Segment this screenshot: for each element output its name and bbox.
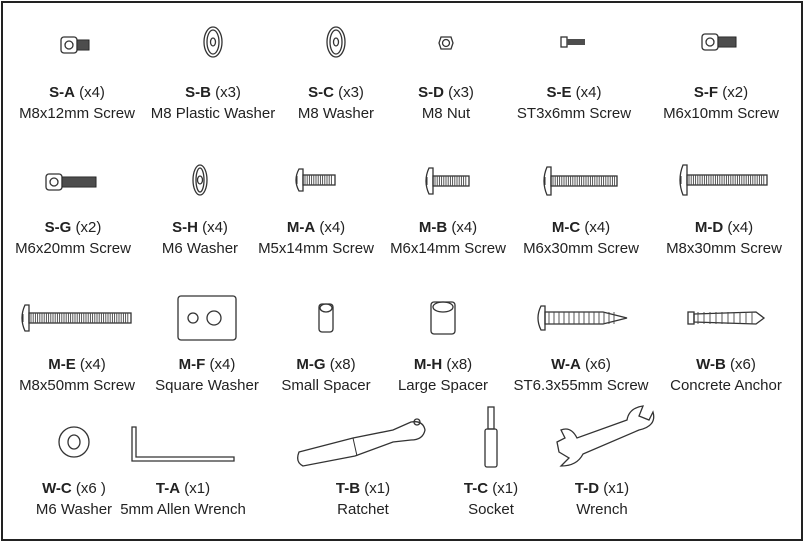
- part-code: T-B: [335, 480, 361, 497]
- part-code: W-B: [696, 356, 726, 373]
- wood-screw-icon: [506, 283, 656, 353]
- pan-screw-icon: [649, 145, 799, 215]
- part-name: M8x12mm Screw: [19, 105, 135, 122]
- part-code: S-H: [172, 219, 198, 236]
- part-code: S-C: [308, 84, 334, 101]
- part-code: M-G: [296, 356, 326, 373]
- part-name: M8 Washer: [297, 105, 375, 122]
- part-name: ST6.3x55mm Screw: [513, 377, 649, 394]
- part-name: M6x30mm Screw: [523, 240, 639, 257]
- part-name: Wrench: [576, 501, 628, 518]
- part-name: M8x50mm Screw: [19, 377, 135, 394]
- part-quantity: (x3): [448, 84, 474, 101]
- part-name: M8 Plastic Washer: [150, 105, 276, 122]
- part-name: M6x10mm Screw: [663, 105, 779, 122]
- part-quantity: (x3): [215, 84, 241, 101]
- wrench-icon: [527, 402, 677, 472]
- part-quantity: (x4): [575, 84, 602, 101]
- part-quantity: (x1): [364, 480, 391, 497]
- part-quantity: (x2): [722, 84, 749, 101]
- anchor-icon: [651, 283, 801, 353]
- part-name: M6 Washer: [35, 501, 113, 518]
- part-name: Ratchet: [337, 501, 389, 518]
- part-name: Socket: [468, 501, 514, 518]
- spacer-icon: [368, 283, 518, 353]
- part-code: W-A: [551, 356, 581, 373]
- pan-screw-icon: [2, 283, 152, 353]
- part-quantity: (x1): [184, 480, 211, 497]
- part-code: T-A: [155, 480, 181, 497]
- part-quantity: (x6): [585, 356, 611, 373]
- part-code: S-B: [185, 84, 211, 101]
- small-screw-icon: [499, 7, 649, 77]
- part-code: M-C: [551, 219, 581, 236]
- part-code-line: [651, 356, 801, 373]
- part-quantity: (x4): [451, 219, 478, 236]
- pan-screw-icon: [241, 145, 391, 215]
- part-name: M8x30mm Screw: [666, 240, 782, 257]
- part-name: 5mm Allen Wrench: [120, 501, 246, 518]
- part-quantity: (x1): [492, 480, 519, 497]
- part-quantity: (x8): [329, 356, 356, 373]
- part-quantity: (x1): [603, 480, 630, 497]
- part-code: S-G: [44, 219, 72, 236]
- part-code: M-A: [286, 219, 316, 236]
- part-code: S-D: [418, 84, 444, 101]
- part-code: W-C: [42, 480, 72, 497]
- part-name: ST3x6mm Screw: [516, 105, 632, 122]
- part-code: M-E: [48, 356, 76, 373]
- allen-wrench-icon: [108, 410, 258, 480]
- part-quantity: (x3): [338, 84, 364, 101]
- part-name: Large Spacer: [397, 377, 489, 394]
- socket-cap-screw-icon: [2, 10, 152, 80]
- part-quantity: (x4): [202, 219, 228, 236]
- part-code: S-E: [546, 84, 572, 101]
- part-code: M-B: [418, 219, 448, 236]
- pan-screw-icon: [373, 146, 523, 216]
- part-code: T-D: [574, 480, 600, 497]
- part-code: S-F: [693, 84, 719, 101]
- part-code-line: [506, 219, 656, 236]
- part-name: Square Washer: [155, 377, 259, 394]
- part-code: T-C: [463, 480, 489, 497]
- part-code: M-H: [413, 356, 443, 373]
- part-quantity: (x8): [446, 356, 473, 373]
- part-quantity: (x4): [319, 219, 346, 236]
- part-name: M6x14mm Screw: [390, 240, 506, 257]
- part-code-line: [527, 480, 677, 497]
- part-code-line: [649, 219, 799, 236]
- part-quantity: (x4): [79, 84, 105, 101]
- part-name: M6x20mm Screw: [15, 240, 131, 257]
- part-code: M-F: [178, 356, 206, 373]
- socket-cap-screw-icon: [646, 7, 796, 77]
- pan-screw-icon: [506, 146, 656, 216]
- part-quantity: (x6): [730, 356, 756, 373]
- part-code-line: [646, 84, 796, 101]
- part-code-line: [241, 219, 391, 236]
- part-quantity: (x2): [75, 219, 102, 236]
- part-code-line: [506, 356, 656, 373]
- part-code-line: [2, 84, 152, 101]
- part-code-line: [499, 84, 649, 101]
- part-name: M8 Nut: [421, 105, 471, 122]
- part-code: S-A: [49, 84, 75, 101]
- part-name: Concrete Anchor: [670, 377, 782, 394]
- part-quantity: (x4): [79, 356, 106, 373]
- part-quantity: (x4): [209, 356, 236, 373]
- part-code: M-D: [694, 219, 724, 236]
- part-quantity: (x4): [727, 219, 754, 236]
- part-quantity: (x4): [584, 219, 611, 236]
- part-code-line: [2, 356, 152, 373]
- part-code-line: [368, 356, 518, 373]
- part-code-line: [373, 219, 523, 236]
- part-name: Small Spacer: [281, 377, 371, 394]
- part-name: M6 Washer: [161, 240, 239, 257]
- part-quantity: (x6 ): [75, 480, 106, 497]
- part-code-line: [108, 480, 258, 497]
- part-name: M5x14mm Screw: [258, 240, 374, 257]
